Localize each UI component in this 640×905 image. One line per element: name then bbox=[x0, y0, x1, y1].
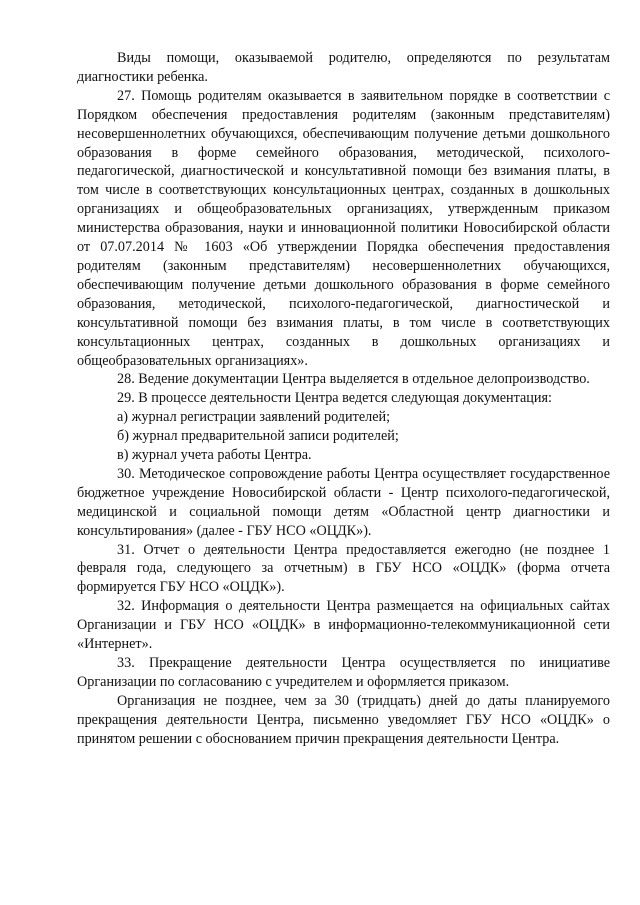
paragraph-help-types: Виды помощи, оказываемой родителю, определяются по результатам диагностики ребенка. bbox=[77, 50, 610, 85]
paragraph-closure-notice: Организация не позднее, чем за 30 (тридцать) дней до даты планируемого прекращения деятельности Центра, письменно уведомляет ГБУ НСО «ОЦДК» о принятом решении с обоснованием причин прекращения деятельности Центра. bbox=[77, 692, 610, 747]
paragraph-29: 29. В процессе деятельности Центра ведется следующая документация: bbox=[117, 390, 552, 407]
list-item-b: б) журнал предварительной записи родителей; bbox=[117, 428, 399, 445]
paragraph-30: 30. Методическое сопровождение работы Центра осуществляет государственное бюджетное учреждение Новосибирской области - Центр психолого-педагогической, медицинской и социальной помощи детям «Областной центр диагностики и консультирования» (далее - ГБУ НСО «ОЦДК»). bbox=[77, 465, 610, 539]
paragraph-31: 31. Отчет о деятельности Центра предоставляется ежегодно (не позднее 1 февраля года, следующего за отчетным) в ГБУ НСО «ОЦДК» (форма отчета формируется ГБУ НСО «ОЦДК»). bbox=[77, 541, 610, 596]
paragraph-28: 28. Ведение документации Центра выделяется в отдельное делопроизводство. bbox=[117, 371, 590, 388]
document-body bbox=[77, 49, 610, 749]
paragraph-27: 27. Помощь родителям оказывается в заявительном порядке в соответствии с Порядком обеспечения предоставления родителям (законным представителям) несовершеннолетних обучающихся, обеспечивающим получение детьми дошкольного образования в форме семейного образования, методической, психолого-педагогической, диагностической и консультативной помощи без взимания платы, в том числе в соответствующих консультационных центрах, созданных в дошкольных организациях и общеобразовательных организациях, утвержденным приказом министерства образования, науки и инновационной политики Новосибирской области от 07.07.2014 № 1603 «Об утверждении Порядка обеспечения предоставления родителям (законным представителям) несовершеннолетних обучающихся, обеспечивающим получение детьми дошкольного образования в форме семейного образования, методической, психолого-педагогической, диагностической и консультативной помощи без взимания платы, в том числе в соответствующих консультационных центрах, созданных в дошкольных организациях и общеобразовательных организациях». bbox=[77, 87, 610, 369]
paragraph-33: 33. Прекращение деятельности Центра осуществляется по инициативе Организации по согласованию с учредителем и оформляется приказом. bbox=[77, 655, 610, 690]
list-item-c: в) журнал учета работы Центра. bbox=[117, 447, 312, 464]
paragraph-32: 32. Информация о деятельности Центра размещается на официальных сайтах Организации и ГБУ НСО «ОЦДК» в информационно-телекоммуникационной сети «Интернет». bbox=[77, 598, 610, 653]
list-item-a: а) журнал регистрации заявлений родителей; bbox=[117, 409, 391, 426]
